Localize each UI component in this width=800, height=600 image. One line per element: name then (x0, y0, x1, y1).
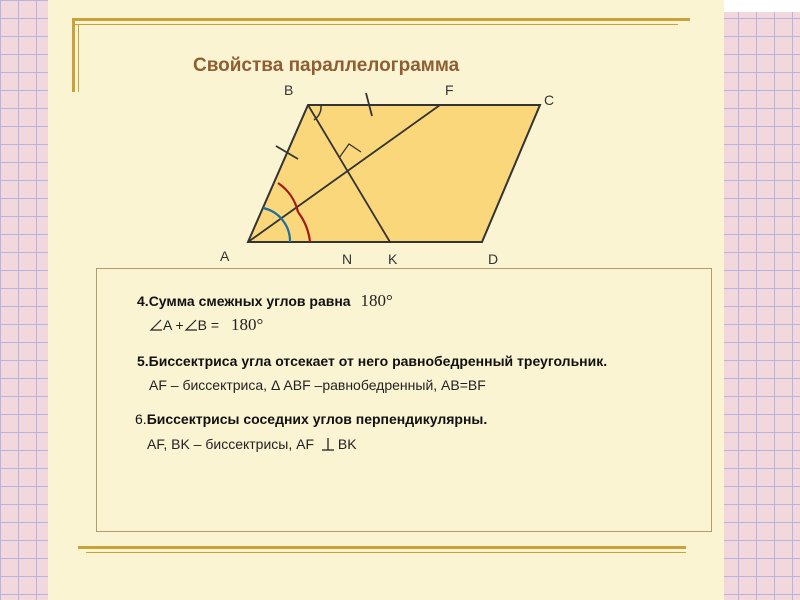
frame-bottom-line (78, 546, 686, 549)
slide (48, 0, 724, 600)
property-6-detail (147, 436, 357, 452)
point-label-k: K (388, 251, 398, 267)
property-6-heading (135, 411, 487, 427)
angle-symbol-icon (184, 318, 198, 332)
property-6-text: Биссектрисы соседних углов перпендикулярны. (146, 411, 488, 427)
property-6-detail-a: AF, BK – биссектрисы, AF (147, 436, 315, 452)
frame-bottom-line-thin (86, 552, 686, 553)
point-label-c: C (544, 92, 555, 108)
property-4-number: 4. (137, 293, 149, 309)
point-label-b: B (284, 82, 294, 98)
perpendicular-icon (321, 437, 335, 451)
property-4-text: Сумма смежных углов равна (148, 293, 351, 309)
property-6-number: 6. (135, 411, 147, 427)
parallelogram-abcd (248, 105, 540, 242)
properties-box (96, 268, 712, 532)
window-top-strip (724, 0, 800, 12)
property-5-detail: AF – биссектриса, Δ ABF –равнобедренный, AB=BF (149, 377, 486, 393)
property-4-formula (149, 315, 263, 335)
point-label-d: D (488, 251, 499, 267)
property-4-formula-value: 180° (230, 315, 264, 334)
property-4-formula-b: B = (197, 317, 220, 333)
point-label-a: A (220, 248, 230, 264)
slide-title: Свойства параллелограмма (193, 55, 460, 76)
point-label-n: N (342, 251, 353, 267)
parallelogram-figure (48, 0, 724, 270)
property-4-formula-a: A + (163, 317, 184, 333)
property-4-heading (137, 291, 393, 311)
angle-symbol-icon (149, 318, 163, 332)
property-6-detail-b: BK (337, 436, 357, 452)
property-5-heading: 5.Биссектриса угла отсекает от него равнобедренный треугольник. (137, 353, 608, 369)
property-4-value: 180° (360, 291, 393, 310)
point-label-f: F (445, 82, 454, 98)
